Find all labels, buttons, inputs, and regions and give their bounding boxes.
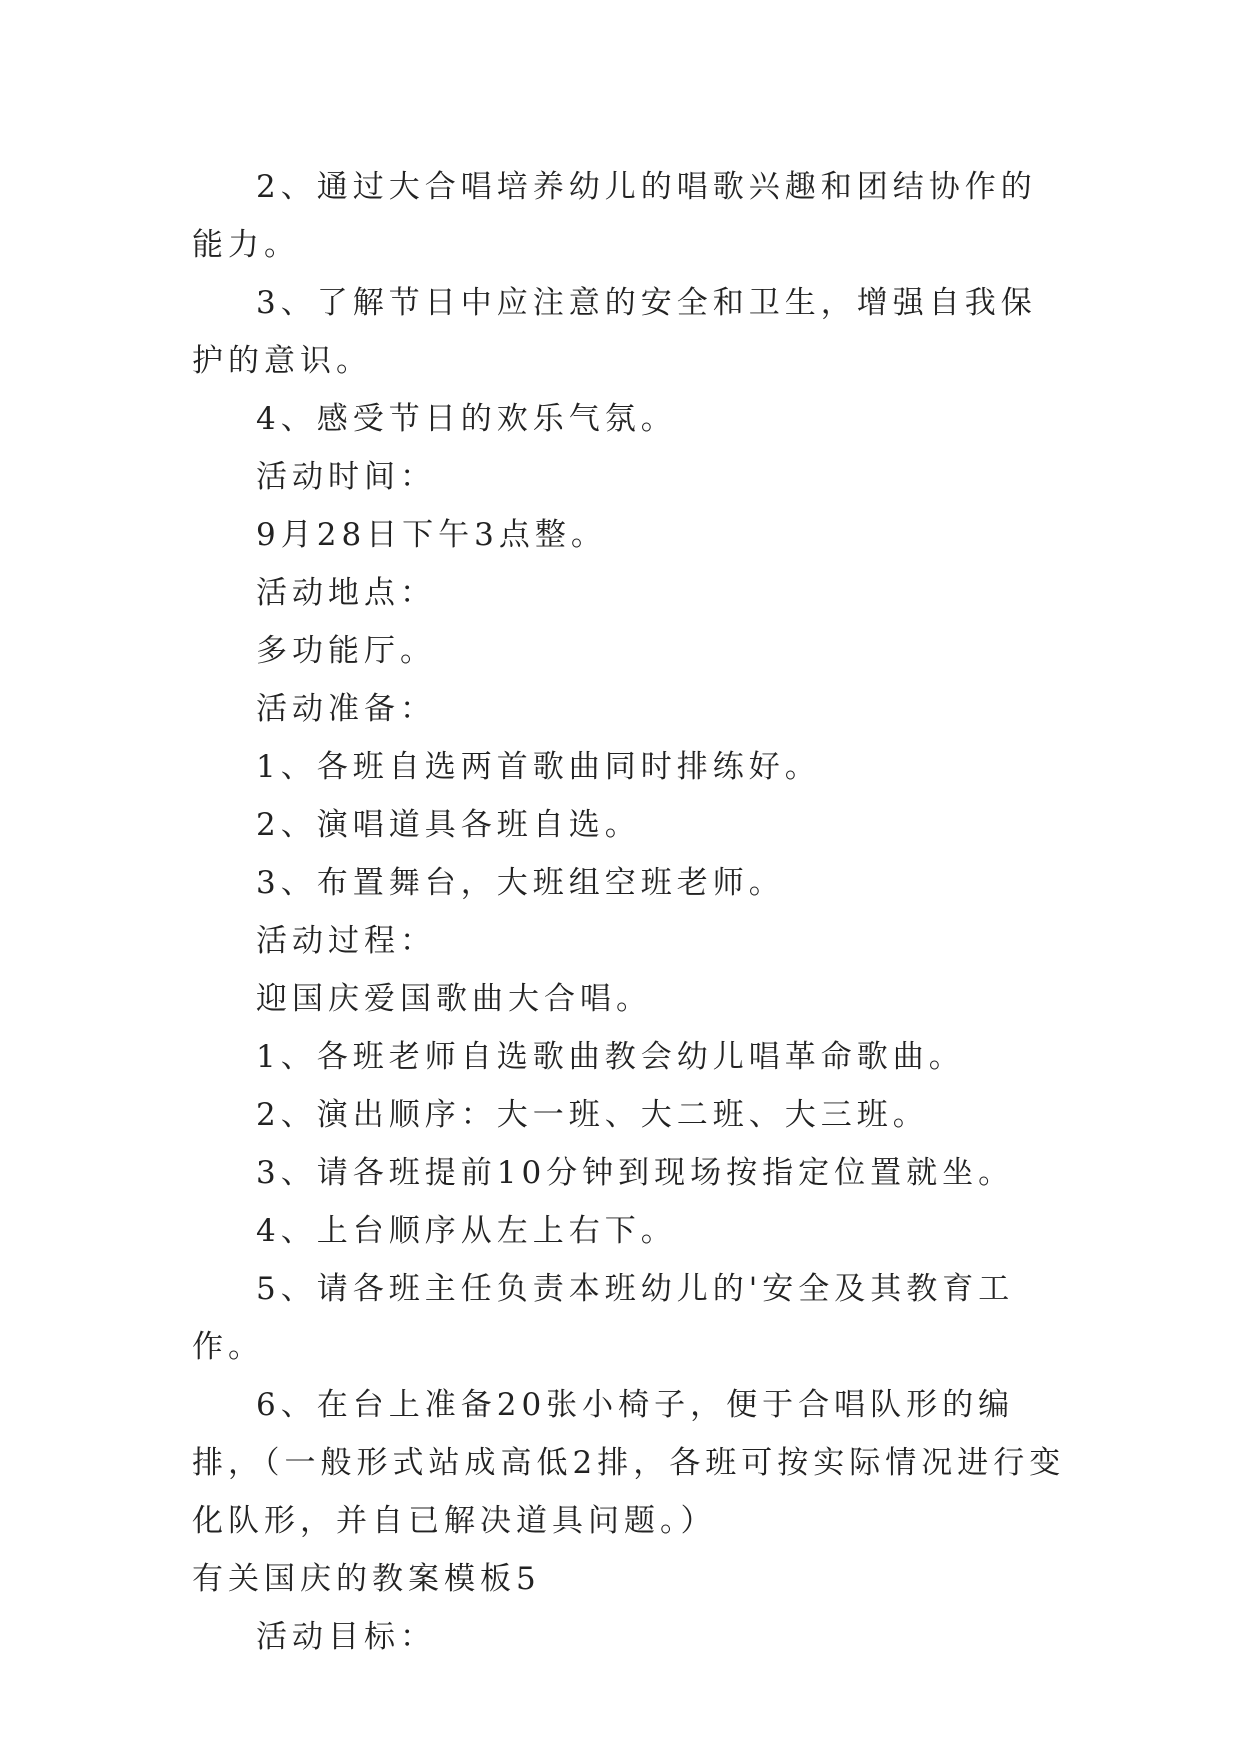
paragraph: 迎国庆爱国歌曲大合唱。 <box>256 981 652 1017</box>
paragraph: 1、各班自选两首歌曲同时排练好。 <box>256 749 821 785</box>
paragraph: 6、在台上准备20张小椅子，便于合唱队形的编排，（一般形式站成高低2排，各班可按实际情况进行变化队形，并自已解决道具问题。） <box>192 1387 1066 1539</box>
paragraph: 1、各班老师自选歌曲教会幼儿唱革命歌曲。 <box>256 1039 965 1075</box>
section-label-preparation: 活动准备： <box>256 691 436 727</box>
paragraph: 3、布置舞台，大班组空班老师。 <box>256 865 785 901</box>
section-label-process: 活动过程： <box>256 923 436 959</box>
paragraph: 2、演唱道具各班自选。 <box>256 807 641 843</box>
paragraph: 3、请各班提前10分钟到现场按指定位置就坐。 <box>256 1155 1015 1191</box>
section-label-location: 活动地点： <box>256 575 436 611</box>
document-body <box>192 158 1072 1666</box>
paragraph: 3、了解节日中应注意的安全和卫生，增强自我保护的意识。 <box>192 285 1037 379</box>
section-heading: 有关国庆的教案模板5 <box>192 1561 541 1597</box>
paragraph: 5、请各班主任负责本班幼儿的'安全及其教育工作。 <box>192 1271 1015 1365</box>
paragraph: 2、演出顺序：大一班、大二班、大三班。 <box>256 1097 929 1133</box>
paragraph: 2、通过大合唱培养幼儿的唱歌兴趣和团结协作的能力。 <box>192 169 1037 263</box>
paragraph: 多功能厅。 <box>256 633 436 669</box>
section-label-time: 活动时间： <box>256 459 436 495</box>
section-label-goals: 活动目标： <box>256 1619 436 1655</box>
paragraph: 4、上台顺序从左上右下。 <box>256 1213 677 1249</box>
paragraph: 9月28日下午3点整。 <box>256 517 607 553</box>
paragraph: 4、感受节日的欢乐气氛。 <box>256 401 677 437</box>
